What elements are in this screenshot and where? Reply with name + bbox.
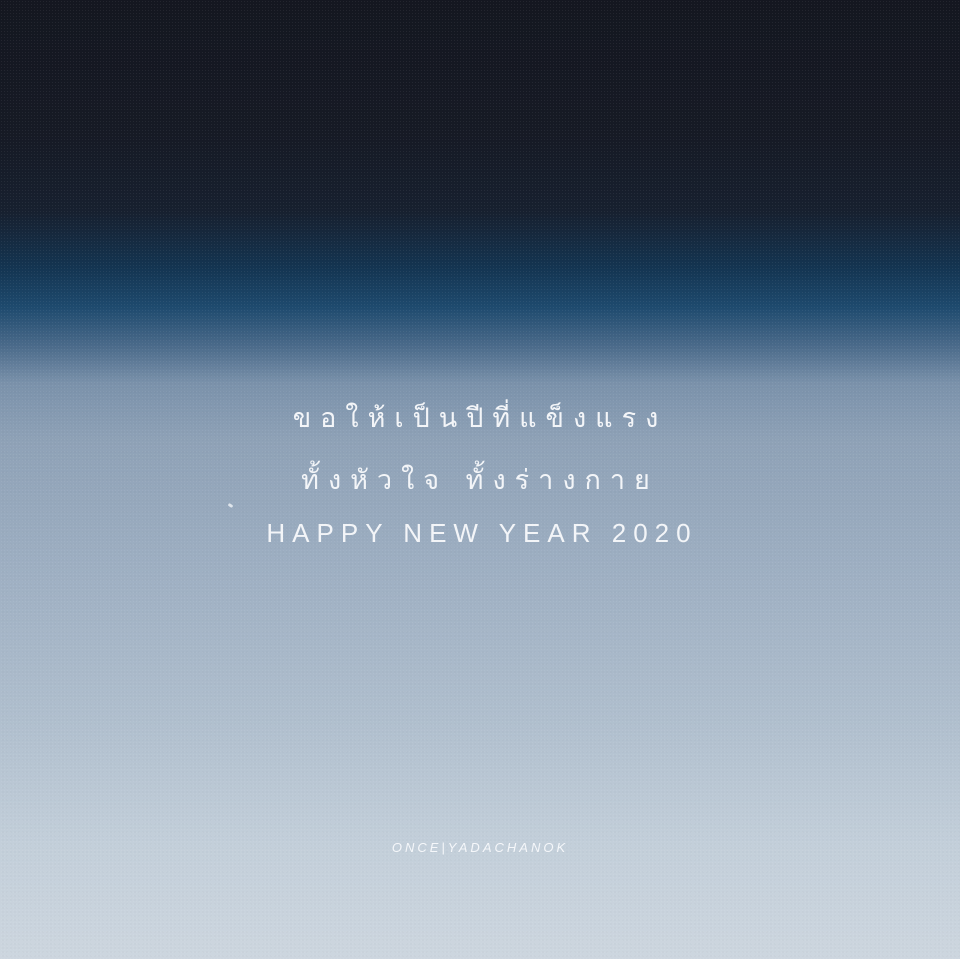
photographer-credit: ONCE|YADACHANOK — [391, 840, 569, 855]
thai-greeting-line-1: ขอให้เป็นปีที่แข็งแรง — [292, 403, 668, 434]
bird-speck — [228, 503, 234, 508]
happy-new-year-text: HAPPY NEW YEAR 2020 — [266, 518, 698, 548]
thai-greeting-line-2: ทั้งหัวใจ ทั้งร่างกาย — [301, 465, 659, 496]
